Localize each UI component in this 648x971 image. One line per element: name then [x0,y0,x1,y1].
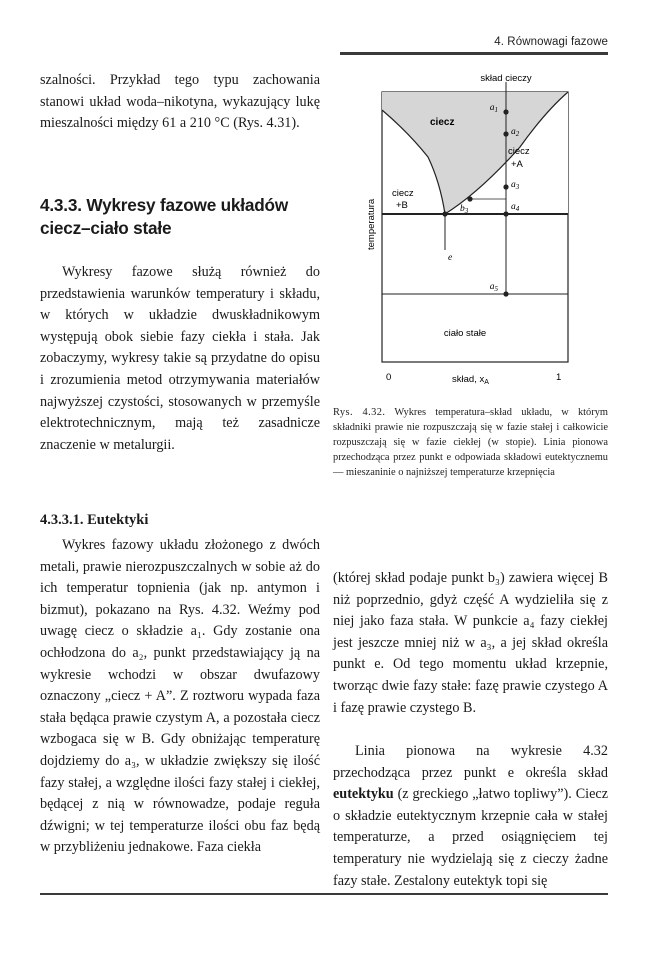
caption-label: Rys. 4.32. [333,407,386,418]
paragraph-eutectic-definition: Linia pionowa na wykresie 4.32 przechodząca przez punkt e określa skład eutektyku (z greckiego „łatwo topliwy”). Ciecz o składzie eutektycznym krzepnie cała w stałej temperaturze, a przed osiągnięciem tej temperatury nie wydzielają się z cieczy żadne fazy stałe. Zestalony eutektyk topi się [333,743,608,889]
running-header: 4. Równowagi fazowe [494,36,608,48]
label-liquid-B-2: +B [396,200,408,211]
label-a4: $a_4$ [511,202,520,213]
point-e [442,211,447,216]
phase-diagram [360,72,608,392]
point-a4 [503,211,508,216]
subsection-heading: 4.3.3.1. Eutektyki [40,512,149,528]
label-a2: $a_2$ [511,127,520,138]
x-axis-label: skład, $x_A$ [452,374,489,386]
section-heading: 4.3.3. Wykresy fazowe układów ciecz–ciało stałe [40,195,288,238]
point-a2 [503,131,508,136]
label-liquid-A-2: +A [511,159,523,170]
figure-caption [333,405,608,480]
y-axis-label: temperatura [366,198,377,250]
caption-text: Wykres temperatura–skład układu, w którym składniki prawie nie rozpuszczają się w fazie stałej i całkowicie rozpuszczają się w fazie ciekłej (w stopie). Linia pionowa przechodząca przez punkt e odpowiada składowi eutektycznemu — mieszaninie o najniższej temperaturze krzepnięcia [333,407,608,478]
point-a5 [503,291,508,296]
label-a1: $a_1$ [489,103,498,114]
paragraph-top: szalności. Przykład tego typu zachowania stanowi układ woda–nikotyna, wykazujący lukę mieszalności między 61 a 210 °C (Rys. 4.31). [40,72,320,132]
paragraph-eutectic: Wykres fazowy układu złożonego z dwóch metali, prawie nierozpuszczalnych w sobie aż do ich temperatur topnienia (jak np. antymon i bizmut), pokazano na Rys. 4.32. Weźmy pod uwagę ciecz o składzie a₁. Gdy zostanie ona ochłodzona do a₂, punkt przedstawiający ją na wykresie wchodzi w obszar dwufazowy oznaczony „ciecz + A”. Z roztworu wypada faza stała będąca prawie czystym A, a pozostała ciecz wzbogaca się w B. Gdy obniżając temperaturę dojdziemy do a₃, w układzie zwiększy się ilość fazy stałej, a względne ilości fazy stałej i ciekłej, będącej z nią w równowadze, podaje reguła dźwigni; w tej temperaturze ilości obu faz będą w przybliżeniu jednakowe. Faza ciekła [40,537,320,856]
x-tick-1: 1 [556,372,562,383]
label-b3: $b_3$ [460,204,469,215]
footer-rule [40,893,608,895]
label-a3: $a_3$ [511,180,520,191]
term-eutectic: eutektyku [333,786,394,803]
label-solid: ciało stałe [443,328,487,339]
label-a5: $a_5$ [489,282,498,293]
label-liquid: ciecz [430,117,455,128]
point-a3 [503,184,508,189]
point-a1 [503,109,508,114]
x-tick-0: 0 [386,372,392,383]
label-liquid-A-1: ciecz [508,146,530,157]
label-e: e [448,253,453,263]
paragraph-continued: (której skład podaje punkt b₃) zawiera więcej B niż poprzednio, gdyż część A wydzieliła się z niej jako faza stała. W punkcie a₄ fazy ciekłej jest jeszcze mniej niż w a₃, a jej skład określa punkt e. Od tego momentu układ krzepnie, tworząc dwie fazy stałe: fazę prawie czystego A i fazę prawie czystego B. [333,570,608,716]
paragraph-intro: Wykresy fazowe służą również do przedstawienia warunków temperatury i składu, w których w układzie dwuskładnikowym występują obok siebie fazy ciekła i stała. Jak zobaczymy, wykresy takie są przydatne do opisu i zrozumienia metod otrzymywania materiałów najwyższej czystości, stosowanych w przemyśle elektrotechnicznym, mają też zasadnicze znaczenie w metalurgii. [40,264,320,453]
header-rule [340,52,608,55]
point-b3 [467,196,472,201]
label-liquid-composition: skład cieczy [480,73,532,84]
label-liquid-B-1: ciecz [392,188,414,199]
